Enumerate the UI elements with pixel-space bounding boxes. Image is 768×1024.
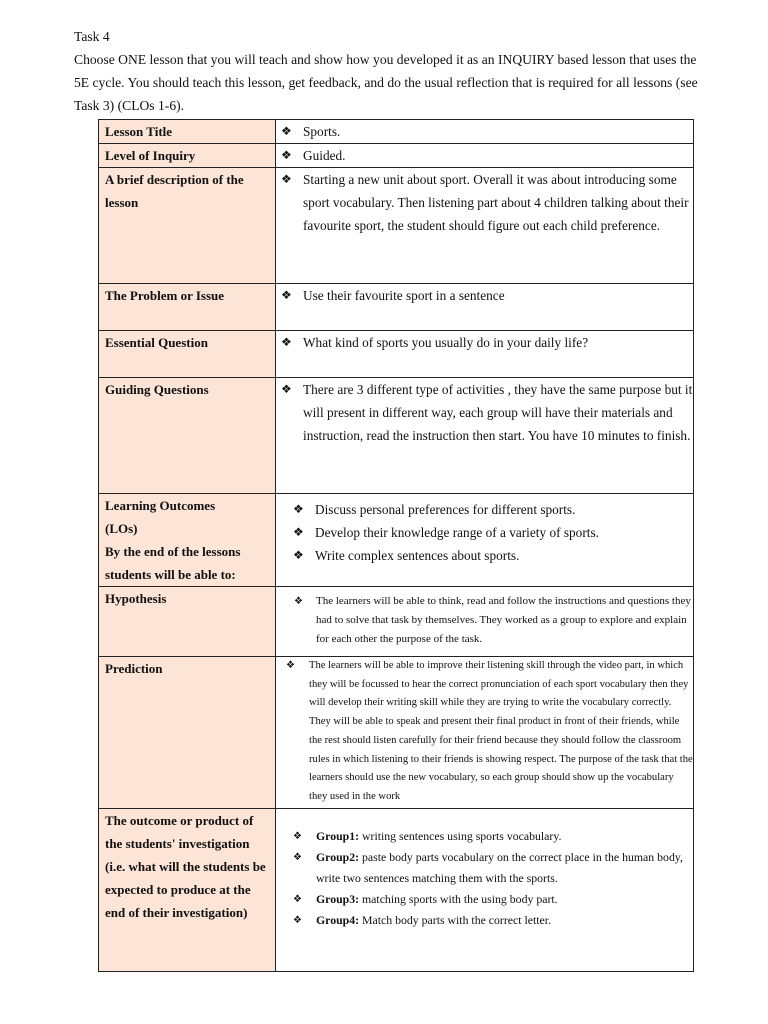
- diamond-bullet-icon: ❖: [281, 382, 292, 396]
- diamond-bullet-icon: ❖: [281, 148, 292, 162]
- row-learning-outcomes: [99, 494, 694, 587]
- learning-outcome-item: ❖ Write complex sentences about sports.: [276, 544, 693, 567]
- row-hypothesis: [99, 587, 694, 657]
- group-item: ❖ Group4: Match body parts with the correct letter.: [276, 910, 693, 931]
- value-guiding-questions: ❖ There are 3 different type of activities , they have the same purpose but it will present in different way, each group will have their materials and instruction, read the instruction then start. You have 10 minutes to finish.: [276, 378, 693, 447]
- diamond-bullet-icon: ❖: [293, 852, 302, 863]
- diamond-bullet-icon: ❖: [281, 172, 292, 186]
- task-instructions: Choose ONE lesson that you will teach and show how you developed it as an INQUIRY based lesson that uses the 5E cycle. You should teach this lesson, get feedback, and do the usual reflection that is required for all lessons (see Task 3) (CLOs 1-6).: [74, 52, 698, 113]
- group-item: ❖ Group3: matching sports with the using body part.: [276, 889, 693, 910]
- label-level-of-inquiry: Level of Inquiry: [99, 144, 276, 168]
- lesson-plan-table: [98, 119, 694, 972]
- row-essential-question: [99, 331, 694, 378]
- label-lesson-title: Lesson Title: [99, 120, 276, 144]
- row-lesson-title: [99, 120, 694, 144]
- label-learning-outcomes: Learning Outcomes (LOs) By the end of the lessons students will be able to:: [99, 494, 276, 587]
- diamond-bullet-icon: ❖: [286, 660, 295, 671]
- group-item: ❖ Group2: paste body parts vocabulary on the correct place in the human body, write two sentences matching them with the sports.: [276, 847, 693, 889]
- diamond-bullet-icon: ❖: [293, 831, 302, 842]
- row-guiding-questions: [99, 378, 694, 494]
- label-problem-or-issue: The Problem or Issue: [99, 284, 276, 331]
- diamond-bullet-icon: ❖: [281, 288, 292, 302]
- learning-outcome-item: ❖ Discuss personal preferences for different sports.: [276, 498, 693, 521]
- row-level-of-inquiry: [99, 144, 694, 168]
- value-prediction: ❖ The learners will be able to improve their listening skill through the video part, in which they will be focussed to hear the correct pronunciation of each sport vocabulary then they will develop their writing skill while they are trying to write the vocabulary correctly. They will be able to speak and present their final product in front of their friends, while the rest should listen carefully for their friend because they should follow the classroom rules in which listening to their friends is showing respect. The purpose of the task that the learners should use the new vocabulary, so each group should show up the vocabulary they used in the work: [276, 657, 693, 807]
- diamond-bullet-icon: ❖: [281, 124, 292, 138]
- row-brief-description: [99, 168, 694, 284]
- value-problem-or-issue: ❖ Use their favourite sport in a sentence: [276, 284, 693, 307]
- row-prediction: [99, 657, 694, 809]
- label-outcome-product: The outcome or product of the students' investigation (i.e. what will the students be expected to produce at the end of their investigation): [99, 809, 276, 972]
- value-brief-description: ❖ Starting a new unit about sport. Overall it was about introducing some sport vocabulary. Then listening part about 4 children talking about their favourite sport, the student should figure out each child preference.: [276, 168, 693, 237]
- diamond-bullet-icon: ❖: [293, 502, 304, 516]
- label-guiding-questions: Guiding Questions: [99, 378, 276, 494]
- diamond-bullet-icon: ❖: [293, 915, 302, 926]
- value-hypothesis: ❖ The learners will be able to think, read and follow the instructions and questions they had to solve that task by themselves. They worked as a group to explore and explain for each other the purpose of the task.: [289, 592, 693, 649]
- label-brief-description: A brief description of the lesson: [99, 168, 276, 284]
- task-heading: Task 4: [74, 29, 110, 44]
- diamond-bullet-icon: ❖: [294, 596, 303, 607]
- value-essential-question: ❖ What kind of sports you usually do in your daily life?: [276, 331, 693, 354]
- diamond-bullet-icon: ❖: [293, 894, 302, 905]
- label-prediction: Prediction: [99, 657, 276, 809]
- diamond-bullet-icon: ❖: [293, 525, 304, 539]
- group-item: ❖ Group1: writing sentences using sports vocabulary.: [276, 826, 693, 847]
- row-problem-or-issue: [99, 284, 694, 331]
- diamond-bullet-icon: ❖: [293, 548, 304, 562]
- value-lesson-title: ❖ Sports.: [276, 120, 693, 143]
- row-outcome-product: [99, 809, 694, 972]
- label-hypothesis: Hypothesis: [99, 587, 276, 657]
- learning-outcome-item: ❖ Develop their knowledge range of a variety of sports.: [276, 521, 693, 544]
- intro-section: [74, 25, 704, 117]
- label-essential-question: Essential Question: [99, 331, 276, 378]
- value-level-of-inquiry: ❖ Guided.: [276, 144, 693, 167]
- diamond-bullet-icon: ❖: [281, 335, 292, 349]
